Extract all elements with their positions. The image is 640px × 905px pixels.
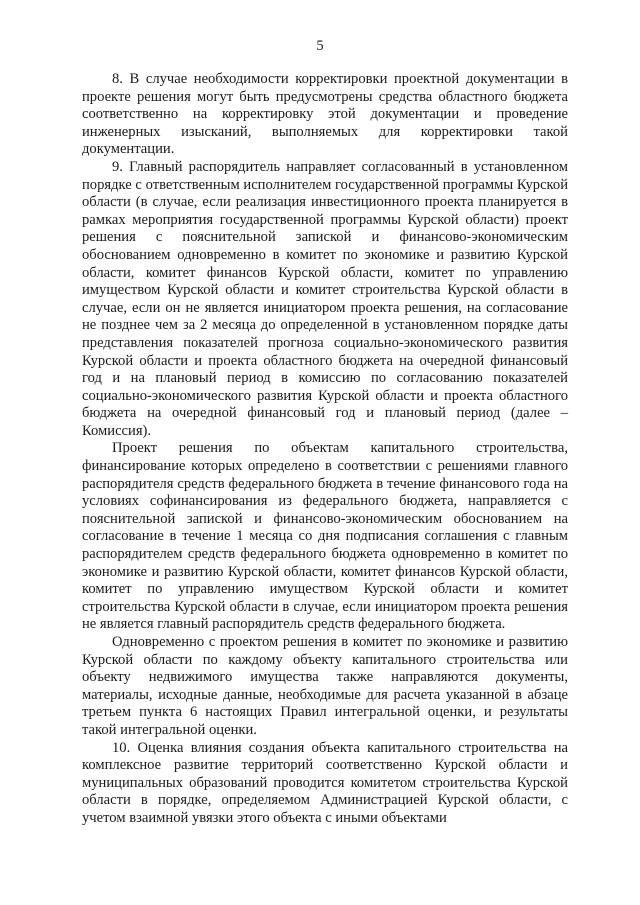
paragraph-item-8: 8. В случае необходимости корректировки проектной документации в проекте решения могут быть предусмотрены средства областного бюджета соответственно на корректировку этой документации и проведение инженерных изысканий, выполняемых для корректировки такой документации. <box>82 71 568 158</box>
paragraph-item-9: 9. Главный распорядитель направляет согласованный в установленном порядке с ответственным исполнителем государственной программы Курской области (в случае, если реализация инвестиционного проекта планируется в рамках мероприятия государственной программы Курской области) проект решения с пояснительной запиской и финансово-экономическим обоснованием одновременно в комитет по экономике и развитию Курской области, комитет финансов Курской области, комитет по управлению имуществом Курской области и комитет строительства Курской области в случае, если он не является инициатором проекта решения, на согласование не позднее чем за 2 месяца до определенной в установленном порядке даты представления показателей прогноза социально-экономического развития Курской области и проекта областного бюджета на очередной финансовый год и на плановый период в комиссию по согласованию показателей социально-экономического развития Курской области и проекта областного бюджета на очередной финансовый год и плановый период (далее – Комиссия). <box>82 158 568 439</box>
paragraph-supporting-documents: Одновременно с проектом решения в комитет по экономике и развитию Курской области по каждому объекту капитального строительства или объекту недвижимого имущества также направляются документы, материалы, исходные данные, необходимые для расчета указанной в абзаце третьем пункта 6 настоящих Правил интегральной оценки, и результаты такой интегральной оценки. <box>82 634 568 738</box>
paragraph-federal-cofinancing: Проект решения по объектам капитального строительства, финансирование которых определено в соответствии с решениями главного распорядителя средств федерального бюджета в течение финансового года на условиях софинансирования из федерального бюджета, направляется с пояснительной запиской и финансово-экономическим обоснованием на согласование в течение 1 месяца со дня подписания соглашения с главным распорядителем средств федерального бюджета одновременно в комитет по экономике и развитию Курской области, комитет финансов Курской области, комитет по управлению имуществом Курской области и комитет строительства Курской области в случае, если инициатором проекта решения не является главный распорядитель средств федерального бюджета. <box>82 440 568 633</box>
page-number: 5 <box>316 38 324 54</box>
document-body <box>82 71 568 828</box>
paragraph-item-10: 10. Оценка влияния создания объекта капитального строительства на комплексное развитие территорий соответственно Курской области и муниципальных образований проводится комитетом строительства Курской области в порядке, определяемом Администрацией Курской области, с учетом взаимной увязки этого объекта с иными объектами <box>82 739 568 826</box>
